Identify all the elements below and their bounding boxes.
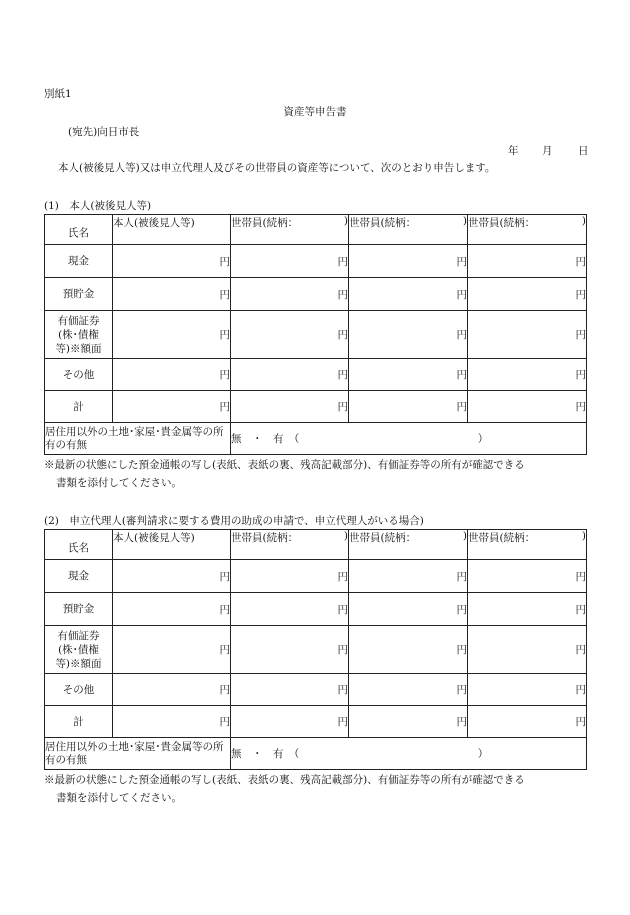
row-label-other: その他: [45, 359, 113, 391]
amount-cell[interactable]: 円: [468, 278, 587, 311]
amount-cell[interactable]: 円: [468, 706, 587, 738]
intro-text: 本人(被後見人等)又は申立代理人及びその世帯員の資産等について、次のとおり申告します。: [58, 162, 496, 174]
amount-cell[interactable]: 円: [468, 593, 587, 626]
header-self: 本人(被後見人等): [113, 215, 231, 245]
amount-cell[interactable]: 円: [349, 706, 468, 738]
amount-cell[interactable]: 円: [113, 278, 231, 311]
row-label-deposits: 預貯金: [45, 593, 113, 626]
section-1-table: [44, 214, 587, 455]
amount-cell[interactable]: 円: [231, 593, 349, 626]
header-household: 世帯員(続柄： ): [468, 530, 587, 560]
amount-cell[interactable]: 円: [113, 391, 231, 423]
amount-cell[interactable]: 円: [113, 560, 231, 593]
asset-ownership-label: 居住用以外の土地･家屋･貴金属等の所有の有無: [45, 738, 231, 770]
amount-cell[interactable]: 円: [231, 278, 349, 311]
amount-cell[interactable]: 円: [468, 674, 587, 706]
amount-cell[interactable]: 円: [113, 311, 231, 359]
row-label-securities: 有価証券 (株･債権 等)※額面: [45, 626, 113, 674]
section-2-table: [44, 529, 587, 770]
row-label-cash: 現金: [45, 245, 113, 278]
amount-cell[interactable]: 円: [468, 391, 587, 423]
amount-cell[interactable]: 円: [349, 391, 468, 423]
row-label-cash: 現金: [45, 560, 113, 593]
amount-cell[interactable]: 円: [468, 626, 587, 674]
amount-cell[interactable]: 円: [231, 560, 349, 593]
amount-cell[interactable]: 円: [231, 391, 349, 423]
attachment-label: 別紙1: [44, 88, 72, 100]
section-1-note: ※最新の状態にした預金通帳の写し(表紙、表紙の裏、残高記載部分)、有価証券等の所有が確認できる 書類を添付してください。: [44, 459, 525, 489]
amount-cell[interactable]: 円: [468, 359, 587, 391]
section-2-heading: (2) 申立代理人(審判請求に要する費用の助成の申請で、申立代理人がいる場合): [44, 515, 424, 527]
section-2-note: ※最新の状態にした預金通帳の写し(表紙、表紙の裏、残高記載部分)、有価証券等の所有が確認できる 書類を添付してください。: [44, 774, 525, 804]
header-household: 世帯員(続柄： ): [468, 215, 587, 245]
asset-ownership-field[interactable]: 無 ・ 有 （ ）: [231, 738, 587, 770]
header-self: 本人(被後見人等): [113, 530, 231, 560]
amount-cell[interactable]: 円: [349, 278, 468, 311]
date-day: 日: [578, 145, 589, 157]
asset-ownership-field[interactable]: 無 ・ 有 （ ）: [231, 423, 587, 455]
document-title: 資産等申告書: [283, 106, 347, 118]
header-household: 世帯員(続柄： ): [349, 530, 468, 560]
amount-cell[interactable]: 円: [468, 245, 587, 278]
section-1-heading: (1) 本人(被後見人等): [44, 200, 152, 212]
amount-cell[interactable]: 円: [231, 706, 349, 738]
amount-cell[interactable]: 円: [468, 311, 587, 359]
amount-cell[interactable]: 円: [349, 359, 468, 391]
row-label-other: その他: [45, 674, 113, 706]
row-label-total: 計: [45, 706, 113, 738]
header-name: 氏名: [45, 215, 113, 245]
row-label-securities: 有価証券 (株･債権 等)※額面: [45, 311, 113, 359]
row-label-total: 計: [45, 391, 113, 423]
amount-cell[interactable]: 円: [113, 359, 231, 391]
header-name: 氏名: [45, 530, 113, 560]
amount-cell[interactable]: 円: [113, 593, 231, 626]
amount-cell[interactable]: 円: [113, 706, 231, 738]
amount-cell[interactable]: 円: [349, 560, 468, 593]
amount-cell[interactable]: 円: [231, 359, 349, 391]
row-label-deposits: 預貯金: [45, 278, 113, 311]
header-household: 世帯員(続柄： ): [231, 530, 349, 560]
amount-cell[interactable]: 円: [113, 626, 231, 674]
amount-cell[interactable]: 円: [349, 593, 468, 626]
date-year: 年: [508, 145, 519, 157]
addressee: (宛先)向日市長: [68, 126, 140, 138]
amount-cell[interactable]: 円: [113, 245, 231, 278]
amount-cell[interactable]: 円: [468, 560, 587, 593]
amount-cell[interactable]: 円: [349, 245, 468, 278]
amount-cell[interactable]: 円: [349, 311, 468, 359]
date-month: 月: [542, 145, 553, 157]
amount-cell[interactable]: 円: [231, 626, 349, 674]
asset-ownership-label: 居住用以外の土地･家屋･貴金属等の所有の有無: [45, 423, 231, 455]
amount-cell[interactable]: 円: [231, 245, 349, 278]
amount-cell[interactable]: 円: [349, 626, 468, 674]
header-household: 世帯員(続柄： ): [231, 215, 349, 245]
amount-cell[interactable]: 円: [349, 674, 468, 706]
header-household: 世帯員(続柄： ): [349, 215, 468, 245]
amount-cell[interactable]: 円: [231, 311, 349, 359]
amount-cell[interactable]: 円: [231, 674, 349, 706]
amount-cell[interactable]: 円: [113, 674, 231, 706]
